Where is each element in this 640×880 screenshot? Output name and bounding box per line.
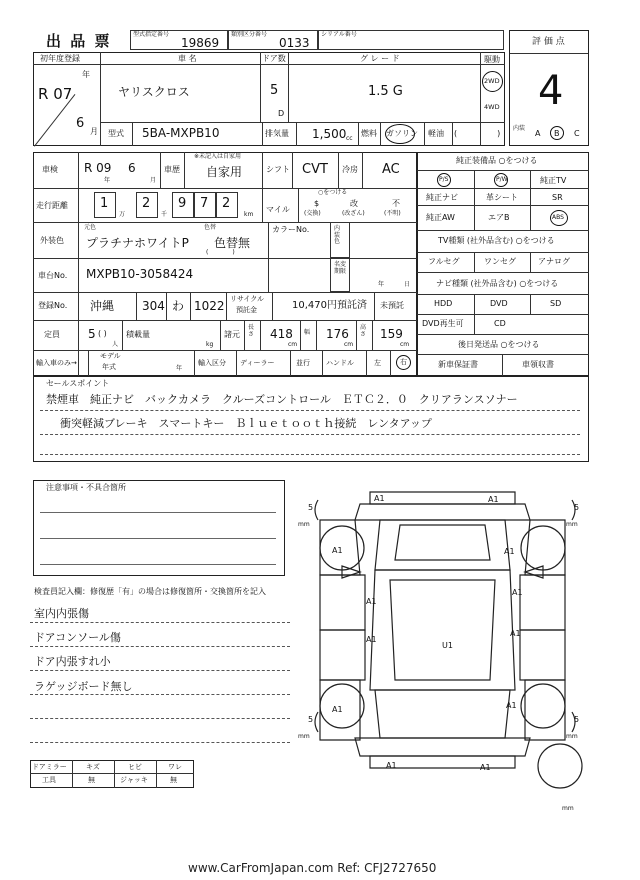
class-number-label: 類別区分番号 xyxy=(231,31,268,38)
diag-mark-3: A1 xyxy=(332,546,343,555)
person-label: 人 xyxy=(112,341,119,348)
nav-hdd: HDD xyxy=(434,299,453,308)
diag-mark-6: A1 xyxy=(366,635,377,644)
tools-v3: ジャッキ xyxy=(120,776,148,784)
diag-mark-2: A1 xyxy=(488,495,499,504)
equip-navi: 純正ナビ xyxy=(426,193,458,202)
width-value: 176 xyxy=(326,327,349,341)
interior-label: 内装 xyxy=(513,125,526,132)
tire-rl-value: 5 xyxy=(308,715,314,724)
note-line-2: ドアコンソール傷 xyxy=(34,631,121,644)
oil-paren: ( ) xyxy=(454,129,501,138)
tv-title: TV種類 (社外品含む) ○をつける xyxy=(438,236,555,245)
equip-aw: 純正AW xyxy=(426,213,455,222)
chassis-label: 車台No. xyxy=(38,271,68,280)
length-value: 418 xyxy=(270,327,293,341)
diag-mark-10: U1 xyxy=(442,641,453,650)
color-value: プラチナホワイトP xyxy=(86,236,189,250)
car-name-value: ヤリスクロス xyxy=(118,85,190,99)
nav-dvd: DVD xyxy=(490,299,508,308)
meter-swap-b: (交換) xyxy=(304,210,321,217)
length-label: 長さ xyxy=(248,324,255,338)
name-change-day: 日 xyxy=(404,281,411,288)
door-type: D xyxy=(278,109,285,118)
tools-v1: 工具 xyxy=(42,776,56,784)
mileage-digit-5: 2 xyxy=(222,196,231,211)
color-change-value: 色替無 xyxy=(214,236,251,250)
color-code-label: 色替 xyxy=(204,224,217,231)
displacement-label: 排気量 xyxy=(265,129,289,138)
door-label: ドア数 xyxy=(262,54,286,63)
width-label: 幅 xyxy=(304,329,311,336)
use-label: 車歴 xyxy=(164,165,180,174)
later-title: 後日発送品 ○をつける xyxy=(458,340,540,349)
km-label: km xyxy=(244,211,254,218)
tire-fr-value: 5 xyxy=(574,503,580,512)
right-label: 右 xyxy=(400,358,407,366)
shift-label: シフト xyxy=(266,165,290,174)
note-line-3: ドア内張すれ小 xyxy=(34,655,111,668)
tire-rl-mm: mm xyxy=(298,733,310,740)
score-value: 4 xyxy=(538,68,564,114)
car-damage-diagram xyxy=(290,480,600,820)
drive-label: 駆動 xyxy=(484,55,500,64)
diag-mark-12: A1 xyxy=(480,763,491,772)
capacity-value: 5 xyxy=(88,327,96,341)
tools-v2: 無 xyxy=(88,776,95,784)
spec-box xyxy=(33,152,417,376)
drive-4wd: 4WD xyxy=(484,103,500,111)
inspection-label: 車検 xyxy=(42,165,58,174)
caution-box xyxy=(33,480,285,576)
model-year-b: 年式 xyxy=(102,363,116,371)
kg-label: kg xyxy=(206,341,214,348)
meter-tamper-a: 改 xyxy=(350,199,358,208)
type-number-value: 19869 xyxy=(181,36,220,50)
std-title: 純正装備品 ○をつける xyxy=(456,156,538,165)
month-label: 月 xyxy=(90,127,98,136)
name-change-year: 年 xyxy=(378,281,385,288)
left-label: 左 xyxy=(374,359,381,367)
dealer-label: ディーラー xyxy=(240,359,275,367)
drive-2wd: 2WD xyxy=(484,77,500,85)
meter-tamper-b: (改ざん) xyxy=(342,210,365,217)
tire-rr-mm: mm xyxy=(566,733,578,740)
recycle-unpaid: 未預託 xyxy=(380,301,404,310)
color-orig-label: 元色 xyxy=(84,224,97,231)
nav-cd: CD xyxy=(494,319,506,328)
equip-ps: P/S xyxy=(439,176,449,183)
equip-airbag: エアB xyxy=(488,213,510,222)
fuel-value: ガソリン xyxy=(386,129,418,138)
nav-title: ナビ種類 (社外品含む) ○をつける xyxy=(436,279,559,288)
inspector-label: 検査員記入欄：修復歴「有」の場合は修復箇所・交換箇所を記入 xyxy=(34,587,266,596)
color-paren: ( ) xyxy=(206,249,235,256)
first-reg-year: R 07 xyxy=(38,85,73,103)
sales-line-2: 衝突軽減ブレーキ スマートキー Ｂｌｕｅｔｏｏｔｈ接続 レンタアップ xyxy=(60,417,432,430)
tools-h3: ヒビ xyxy=(128,763,142,771)
equip-abs: ABS xyxy=(552,214,564,221)
interior-c: C xyxy=(574,129,580,138)
diag-mark-8: A1 xyxy=(332,705,343,714)
tools-h2: キズ xyxy=(86,763,100,771)
nav-sd: SD xyxy=(550,299,562,308)
load-label: 積載量 xyxy=(126,330,150,339)
color-no-label: カラーNo. xyxy=(272,225,310,234)
tools-h4: ワレ xyxy=(168,763,182,771)
spare-mm: mm xyxy=(562,805,574,812)
note-line-4: ラゲッジボード無し xyxy=(34,680,133,693)
recycle-value: 10,470円預託済 xyxy=(292,300,367,311)
diag-mark-13: A1 xyxy=(504,547,515,556)
inspection-year-label: 年 xyxy=(104,177,111,184)
man-label: 万 xyxy=(119,211,126,218)
mile-label: マイル xyxy=(266,205,290,214)
diag-mark-9: A1 xyxy=(506,701,517,710)
shift-value: CVT xyxy=(302,162,328,177)
reg-number: 1022 xyxy=(194,299,225,313)
reg-class: 304 xyxy=(142,299,165,313)
later-warranty: 新車保証書 xyxy=(438,360,478,369)
displacement-value: 1,500 xyxy=(312,127,347,141)
tire-fr-mm: mm xyxy=(566,521,578,528)
serial-number-cell xyxy=(318,30,504,50)
mileage-digit-2: 2 xyxy=(142,196,151,211)
diag-mark-1: A1 xyxy=(374,494,385,503)
fuel-label: 燃料 xyxy=(361,129,377,138)
use-note: ※未記入は自家用 xyxy=(194,153,242,160)
later-receipt: 車領収書 xyxy=(522,360,554,369)
class-number-value: 0133 xyxy=(279,36,310,50)
door-value: 5 xyxy=(270,83,279,98)
inspection-month: 6 xyxy=(128,161,136,175)
meter-note: ○をつける xyxy=(318,189,348,196)
equip-sr: SR xyxy=(552,193,563,202)
import-type-label: 輸入区分 xyxy=(198,359,226,367)
type-number-cell xyxy=(130,30,228,50)
use-value: 自家用 xyxy=(206,165,243,179)
reg-label: 登録No. xyxy=(38,301,68,310)
model-value: 5BA-MXPB10 xyxy=(142,126,220,140)
width-cm: cm xyxy=(344,341,354,348)
diag-mark-11: A1 xyxy=(386,761,397,770)
tire-fl-value: 5 xyxy=(308,503,314,512)
inspection-month-label: 月 xyxy=(150,177,157,184)
chassis-value: MXPB10-3058424 xyxy=(86,267,194,281)
model-label: 型式 xyxy=(108,129,124,138)
mileage-digit-4: 7 xyxy=(200,196,209,211)
length-cm: cm xyxy=(288,341,298,348)
grade-label: グ レ ー ド xyxy=(360,54,400,63)
nav-dvd-play: DVD再生可 xyxy=(422,319,464,328)
equip-leather: 革シート xyxy=(486,193,518,202)
cc-label: cc xyxy=(346,135,353,142)
inspection-year: R 09 xyxy=(84,161,112,175)
class-number-cell xyxy=(228,30,318,50)
year-label: 年 xyxy=(82,70,90,79)
oil-label: 軽油 xyxy=(428,129,444,138)
note-line-1: 室内内張傷 xyxy=(34,607,89,620)
model-year-a: モデル xyxy=(100,352,121,360)
sales-line-1: 禁煙車 純正ナビ バックカメラ クルーズコントロール ＥＴＣ２．０ クリアランスソナー xyxy=(46,393,518,406)
first-reg-label: 初年度登録 xyxy=(40,54,80,63)
ac-label: 冷房 xyxy=(342,165,358,174)
tv-full: フルセグ xyxy=(428,257,460,266)
equip-pw: P/W xyxy=(496,176,508,183)
mileage-label: 走行距離 xyxy=(36,201,68,210)
sheet-title: 出 品 票 xyxy=(46,32,112,50)
interior-a: A xyxy=(535,129,541,138)
diag-mark-7: A1 xyxy=(510,629,521,638)
meter-unknown-a: 不 xyxy=(392,199,400,208)
recycle-label-a: リサイクル xyxy=(230,295,265,303)
mileage-digit-3: 9 xyxy=(178,196,187,211)
meter-swap-a: $ xyxy=(314,199,320,208)
meter-unknown-b: (不明) xyxy=(384,210,401,217)
sen-label: 千 xyxy=(161,211,168,218)
grade-value: 1.5 G xyxy=(368,84,403,99)
tools-h1: ドアミラー xyxy=(32,763,67,771)
interior-b: B xyxy=(554,129,560,138)
footer-watermark: www.CarFromJapan.com Ref: CFJ2727650 xyxy=(188,861,437,875)
color-label: 外装色 xyxy=(40,236,64,245)
car-name-label: 車 名 xyxy=(178,54,197,63)
name-change-label: 名変期限 xyxy=(334,261,347,275)
ac-value: AC xyxy=(382,162,400,177)
tire-fl-mm: mm xyxy=(298,521,310,528)
handle-label: ハンドル xyxy=(326,359,354,367)
diag-mark-4: A1 xyxy=(366,597,377,606)
interior-color-label: 内装色 xyxy=(334,225,341,246)
caution-label: 注意事項・不具合箇所 xyxy=(46,483,126,492)
tools-v4: 無 xyxy=(170,776,177,784)
tv-one: ワンセグ xyxy=(484,257,516,266)
height-label: 高さ xyxy=(360,324,367,338)
recycle-label-b: 預託金 xyxy=(236,306,257,314)
height-value: 159 xyxy=(380,327,403,341)
capacity-label: 定員 xyxy=(44,330,60,339)
model-year-label: 年 xyxy=(176,365,183,372)
type-number-label: 型式指定番号 xyxy=(133,31,170,38)
sales-label: セールスポイント xyxy=(46,379,110,388)
parallel-label: 並行 xyxy=(296,359,310,367)
import-only: 輸入車のみ→ xyxy=(36,359,77,367)
score-label: 評 価 点 xyxy=(532,37,565,47)
dim-label: 諸元 xyxy=(224,330,240,339)
height-cm: cm xyxy=(400,341,410,348)
diag-mark-5: A1 xyxy=(512,588,523,597)
first-reg-month: 6 xyxy=(76,116,85,131)
reg-pref: 沖縄 xyxy=(90,299,115,313)
equip-tv: 純正TV xyxy=(540,176,567,185)
tv-analog: アナログ xyxy=(538,257,570,266)
serial-number-label: シリアル番号 xyxy=(321,31,357,38)
tire-rr-value: 5 xyxy=(574,715,580,724)
mileage-digit-1: 1 xyxy=(100,196,109,211)
capacity-paren: ( ) xyxy=(98,329,107,338)
reg-kana: わ xyxy=(172,299,185,313)
